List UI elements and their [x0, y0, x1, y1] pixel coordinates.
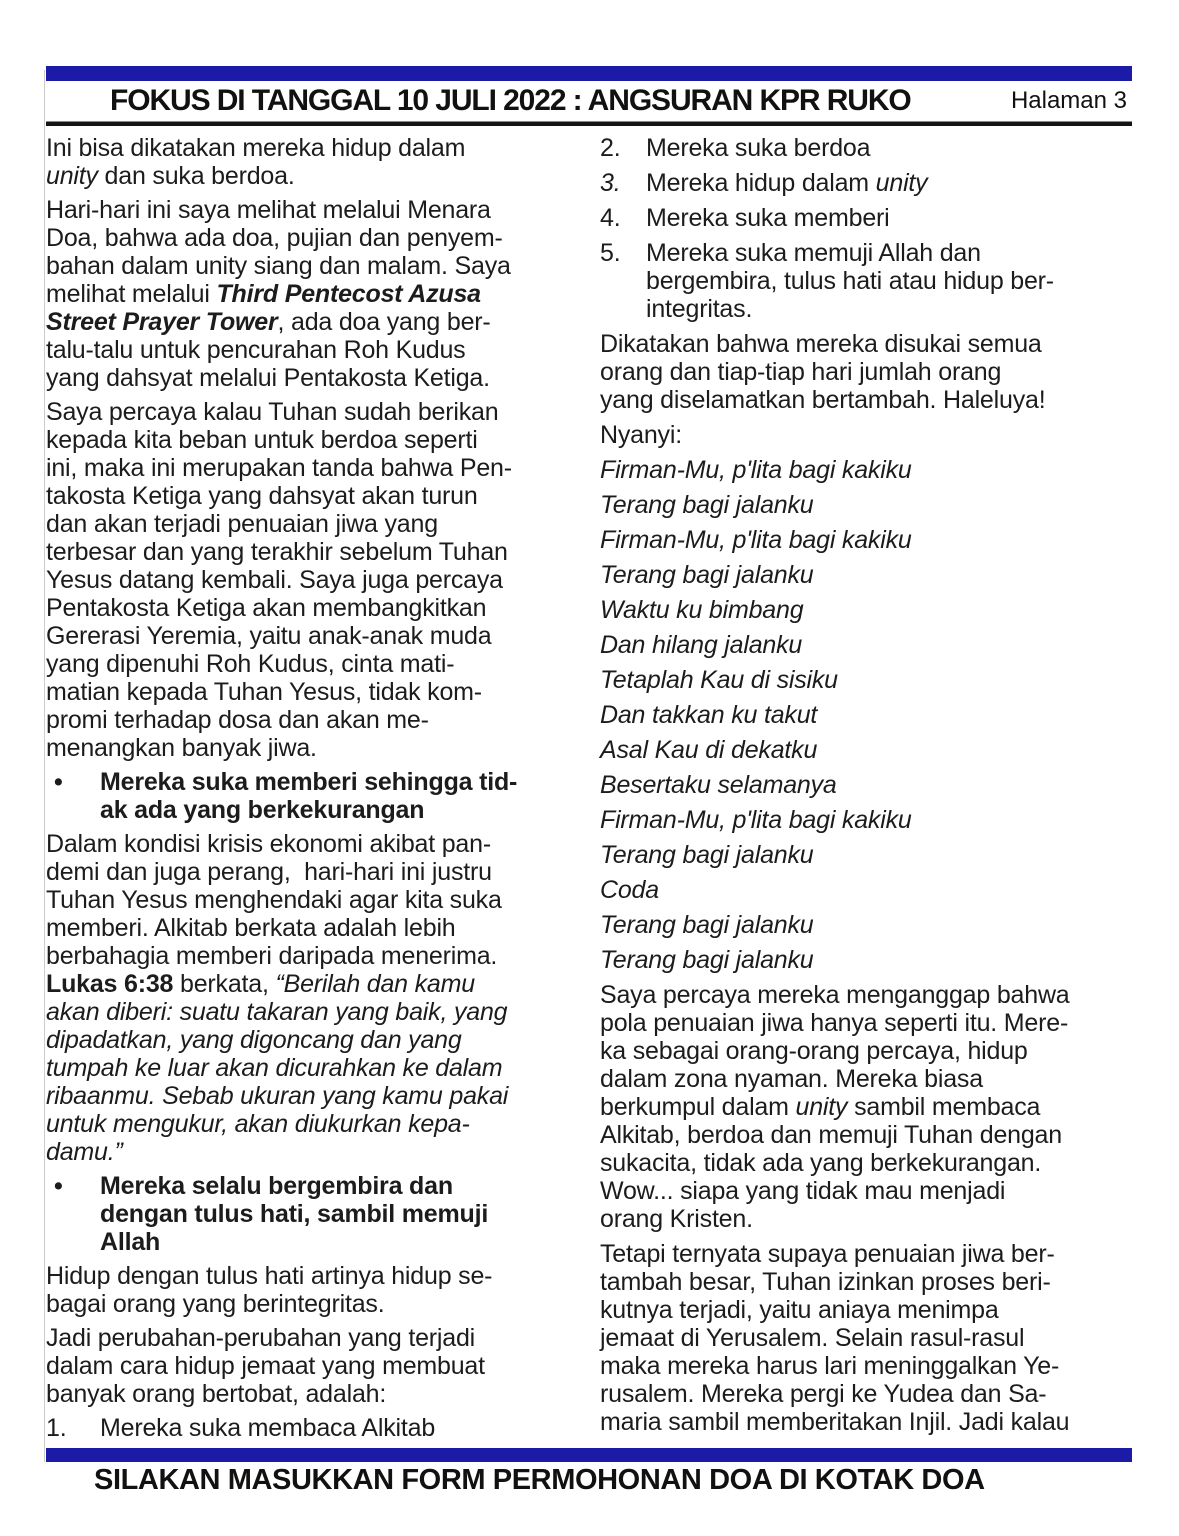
text-lines: Mereka suka berdoa — [646, 134, 871, 162]
text-lines: Jadi perubahan-perubahan yang terjadi dalam cara hidup jemaat yang membuat banyak orang bertobat, adalah: — [46, 1324, 485, 1408]
text-lines: Asal Kau di dekatku — [600, 736, 818, 764]
text-lines: Tetaplah Kau di sisiku — [600, 666, 838, 694]
text-lines: Firman-Mu, p'lita bagi kakiku — [600, 526, 912, 554]
paragraph — [46, 134, 578, 190]
lyric-line — [600, 771, 1150, 799]
footer-text: SILAKAN MASUKKAN FORM PERMOHONAN DOA DI KOTAK DOA — [94, 1464, 985, 1496]
left-column — [46, 134, 578, 1448]
header — [46, 81, 1132, 121]
text-lines: Firman-Mu, p'lita bagi kakiku — [600, 456, 912, 484]
header-rule — [46, 121, 1132, 126]
page-number: Halaman 3 — [1010, 87, 1127, 114]
bullet-marker: • — [54, 1172, 63, 1200]
text-lines: Ini bisa dikatakan mereka hidup dalam unity dan suka berdoa. — [46, 134, 466, 190]
lyric-line — [600, 666, 1150, 694]
list-number: 3. — [600, 169, 621, 197]
text-lines: Waktu ku bimbang — [600, 596, 804, 624]
left-edge-line — [44, 70, 45, 1462]
paragraph — [600, 421, 1150, 449]
list-number: 1. — [46, 1414, 67, 1442]
numbered-item — [600, 204, 1150, 232]
text-lines: Mereka suka memberi — [646, 204, 890, 232]
bullet-item — [46, 768, 578, 824]
lyric-line — [600, 876, 1150, 904]
paragraph — [600, 1240, 1150, 1436]
bullet-item — [46, 1172, 578, 1256]
right-column — [600, 134, 1150, 1448]
text-lines: Saya percaya kalau Tuhan sudah berikan kepada kita beban untuk berdoa seperti ini, maka ini merupakan tanda bahwa Pen- takosta Ketiga yang dahsyat akan turun dan akan terjadi penuaian jiwa yang terbesar dan yang terakhir sebelum Tuhan Yesus datang kembali. Saya juga percaya Pentakosta Ketiga akan membangkitkan Gererasi Yeremia, yaitu anak-anak muda yang dipenuhi Roh Kudus, cinta mati- matian kepada Tuhan Yesus, tidak kom- promi terhadap dosa dan akan me- menangkan banyak jiwa. — [46, 398, 512, 762]
text-lines: Mereka suka memuji Allah dan bergembira, tulus hati atau hidup ber- integritas. — [646, 239, 1054, 323]
paragraph — [46, 830, 578, 1166]
page-title: FOKUS DI TANGGAL 10 JULI 2022 : ANGSURAN KPR RUKO — [110, 84, 911, 117]
page-content — [46, 66, 1150, 1448]
text-lines: Besertaku selamanya — [600, 771, 837, 799]
top-accent-bar — [46, 66, 1132, 81]
text-lines: Terang bagi jalanku — [600, 911, 814, 939]
bottom-accent-bar — [46, 1448, 1132, 1462]
text-lines: Mereka hidup dalam unity — [646, 169, 928, 197]
text-lines: Mereka suka membaca Alkitab — [100, 1414, 436, 1442]
numbered-item — [600, 169, 1150, 197]
lyric-line — [600, 491, 1150, 519]
text-lines: Hari-hari ini saya melihat melalui Menara Doa, bahwa ada doa, pujian dan penyem- bahan dalam unity siang dan malam. Saya melihat melalui Third Pentecost Azusa Street Prayer Tower, ada doa yang ber- talu-talu untuk pencurahan Roh Kudus yang dahsyat melalui Pentakosta Ketiga. — [46, 196, 511, 392]
numbered-item — [600, 134, 1150, 162]
text-lines: Terang bagi jalanku — [600, 841, 814, 869]
text-lines: Mereka suka memberi sehingga tid- ak ada yang berkekurangan — [100, 768, 518, 824]
paragraph — [46, 1262, 578, 1318]
text-lines: Dan takkan ku takut — [600, 701, 818, 729]
lyric-line — [600, 526, 1150, 554]
lyric-line — [600, 631, 1150, 659]
paragraph — [600, 330, 1150, 414]
text-lines: Terang bagi jalanku — [600, 561, 814, 589]
lyric-line — [600, 736, 1150, 764]
text-lines: Coda — [600, 876, 659, 904]
lyric-line — [600, 841, 1150, 869]
text-lines: Dalam kondisi krisis ekonomi akibat pan- demi dan juga perang, hari-hari ini justru Tuhan Yesus menghendaki agar kita suka memberi. Alkitab berkata adalah lebih berbahagia memberi daripada menerima. Lukas 6:38 berkata, “Berilah dan kamu akan diberi: suatu takaran yang baik, yang dipadatkan, yang digoncang dan yang tumpah ke luar akan dicurahkan ke dalam ribaanmu. Sebab ukuran yang kamu pakai untuk mengukur, akan diukurkan kepa- damu.” — [46, 830, 509, 1166]
text-lines: Firman-Mu, p'lita bagi kakiku — [600, 806, 912, 834]
text-lines: Nyanyi: — [600, 421, 682, 449]
text-lines: Mereka selalu bergembira dan dengan tulus hati, sambil memuji Allah — [100, 1172, 489, 1256]
lyric-line — [600, 596, 1150, 624]
numbered-item — [600, 239, 1150, 323]
body-columns — [46, 134, 1150, 1448]
list-number: 5. — [600, 239, 621, 267]
lyric-line — [600, 946, 1150, 974]
text-lines: Dikatakan bahwa mereka disukai semua orang dan tiap-tiap hari jumlah orang yang diselamatkan bertambah. Haleluya! — [600, 330, 1046, 414]
paragraph — [46, 398, 578, 762]
text-lines: Terang bagi jalanku — [600, 946, 814, 974]
lyric-line — [600, 701, 1150, 729]
text-lines: Dan hilang jalanku — [600, 631, 803, 659]
text-lines: Tetapi ternyata supaya penuaian jiwa ber- tambah besar, Tuhan izinkan proses beri- kutnya terjadi, yaitu aniaya menimpa jemaat di Yerusalem. Selain rasul-rasul maka mereka harus lari meninggalkan Ye- rusalem. Mereka pergi ke Yudea dan Sa- maria sambil memberitakan Injil. Jadi kalau — [600, 1240, 1070, 1436]
text-lines: Saya percaya mereka menganggap bahwa pola penuaian jiwa hanya seperti itu. Mere- ka sebagai orang-orang percaya, hidup dalam zona nyaman. Mereka biasa berkumpul dalam unity sambil membaca Alkitab, berdoa dan memuji Tuhan dengan sukacita, tidak ada yang berkekurangan. Wow... siapa yang tidak mau menjadi orang Kristen. — [600, 981, 1070, 1233]
lyric-line — [600, 456, 1150, 484]
lyric-line — [600, 911, 1150, 939]
text-lines: Hidup dengan tulus hati artinya hidup se- bagai orang yang berintegritas. — [46, 1262, 493, 1318]
text-lines: Terang bagi jalanku — [600, 491, 814, 519]
paragraph — [46, 196, 578, 392]
paragraph — [600, 981, 1150, 1233]
lyric-line — [600, 806, 1150, 834]
numbered-item — [46, 1414, 578, 1442]
list-number: 2. — [600, 134, 621, 162]
lyric-line — [600, 561, 1150, 589]
bullet-marker: • — [54, 768, 63, 796]
list-number: 4. — [600, 204, 621, 232]
paragraph — [46, 1324, 578, 1408]
